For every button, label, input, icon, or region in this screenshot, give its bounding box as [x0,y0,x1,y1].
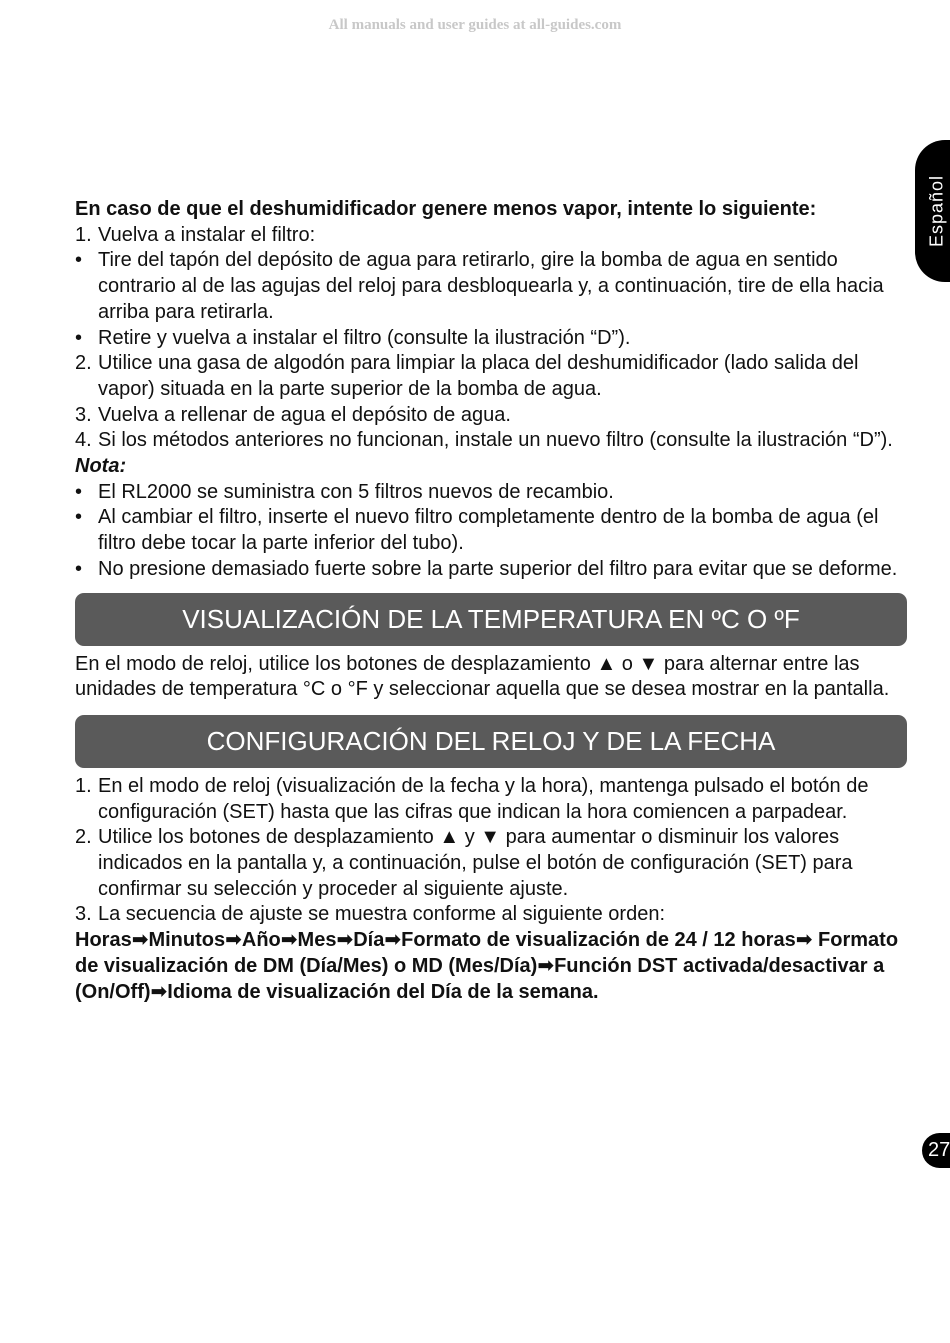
right-arrow-icon: ➡ [384,929,402,952]
note-text: Al cambiar el filtro, inserte el nuevo filtro completamente dentro de la bomba de agua (el filtro debe tocar la parte inferior del tubo). [98,506,879,555]
sequence-item: Día [353,929,385,952]
step-number: 2. [75,826,92,849]
right-arrow-icon: ➡ [280,929,298,952]
right-arrow-icon: ➡ [537,954,555,977]
note-item [75,505,907,556]
numbered-step [75,774,907,825]
page-content [75,197,907,1005]
numbered-step [75,428,907,454]
step-text-part: y [464,826,475,849]
sequence-item: Función DST activada/desactivar a (On/Off) [75,954,885,1003]
bullet-text: Retire y vuelva a instalar el filtro (consulte la ilustración “D”). [98,326,631,349]
right-arrow-icon: ➡ [795,929,813,952]
step-number: 1. [75,223,92,246]
temperature-paragraph [75,652,907,703]
paragraph-text: para alternar entre las unidades de temperatura °C o °F y seleccionar aquella que se desea mostrar en la pantalla. [75,652,890,701]
numbered-step [75,825,907,902]
sequence-item: Mes [297,929,337,952]
bullet-mark: • [75,506,83,529]
down-arrow-icon: ▼ [638,652,659,675]
watermark-text: All manuals and user guides at all-guides.com [328,17,622,33]
note-text: El RL2000 se suministra con 5 filtros nuevos de recambio. [98,480,614,503]
numbered-step [75,223,907,249]
section-banner-temperature [75,593,907,646]
step-text: Vuelva a instalar el filtro: [98,223,316,246]
section-banner-clock [75,715,907,768]
step-text: La secuencia de ajuste se muestra conforme al siguiente orden: [98,903,666,926]
bullet-item [75,326,907,352]
sequence-item: Idioma de visualización del Día de la semana. [167,980,599,1003]
step-text: Si los métodos anteriores no funcionan, instale un nuevo filtro (consulte la ilustración “D”). [98,429,893,452]
numbered-step [75,902,907,928]
step-number: 3. [75,403,92,426]
step-text [98,825,907,902]
right-arrow-icon: ➡ [225,929,242,952]
step-number: 1. [75,774,92,797]
numbered-step [75,351,907,402]
language-tab-label: Español [926,174,947,248]
step-number: 2. [75,352,92,375]
sequence-item: Horas [75,929,132,952]
note-item [75,557,907,583]
sequence-item: Formato de visualización de 24 / 12 horas [401,929,796,952]
bullet-mark: • [75,326,83,349]
down-arrow-icon: ▼ [480,826,501,849]
step-text-part: Utilice los botones de desplazamiento [98,826,434,849]
note-label: Nota: [75,455,127,478]
sequence-item: Minutos [148,929,226,952]
step-text-part: para aumentar o disminuir los valores indicados en la pantalla y, a continuación, pulse el botón de configuración (SET) para confirmar su selección y proceder al siguiente ajuste. [98,826,853,900]
up-arrow-icon: ▲ [596,652,617,675]
bullet-mark: • [75,480,83,503]
step-number: 3. [75,903,92,926]
settings-sequence [75,928,907,1005]
numbered-step [75,403,907,429]
sequence-item: Formato de visualización de DM (Día/Mes) o MD (Mes/Día) [75,929,899,977]
up-arrow-icon: ▲ [439,826,460,849]
bullet-text: Tire del tapón del depósito de agua para retirarlo, gire la bomba de agua en sentido contrario al de las agujas del reloj para desbloquearla y, a continuación, tire de ella hacia arriba para retirarla. [98,249,884,323]
bullet-mark: • [75,557,83,580]
note-text: No presione demasiado fuerte sobre la parte superior del filtro para evitar que se deforme. [98,557,898,580]
bullet-mark: • [75,249,83,272]
sequence-item: Año [241,929,281,952]
banner-title: CONFIGURACIÓN DEL RELOJ Y DE LA FECHA [206,725,776,756]
banner-title: VISUALIZACIÓN DE LA TEMPERATURA EN ºC O ºF [182,603,800,634]
step-text: En el modo de reloj (visualización de la fecha y la hora), mantenga pulsado el botón de configuración (SET) hasta que las cifras que indican la hora comiencen a parpadear. [98,774,869,823]
page-number: 27 [928,1139,950,1161]
step-text: Vuelva a rellenar de agua el depósito de agua. [98,403,511,426]
paragraph-text: o [621,652,633,675]
right-arrow-icon: ➡ [336,929,354,952]
right-arrow-icon: ➡ [150,980,168,1003]
step-text: Utilice una gasa de algodón para limpiar la placa del deshumidificador (lado salida del vapor) situada en la parte superior de la bomba de agua. [98,352,859,400]
paragraph-text: En el modo de reloj, utilice los botones de desplazamiento [75,652,591,675]
note-item [75,480,907,506]
bullet-item [75,248,907,325]
section-heading: En caso de que el deshumidificador genere menos vapor, intente lo siguiente: [75,198,817,220]
right-arrow-icon: ➡ [131,929,149,952]
step-number: 4. [75,429,92,452]
